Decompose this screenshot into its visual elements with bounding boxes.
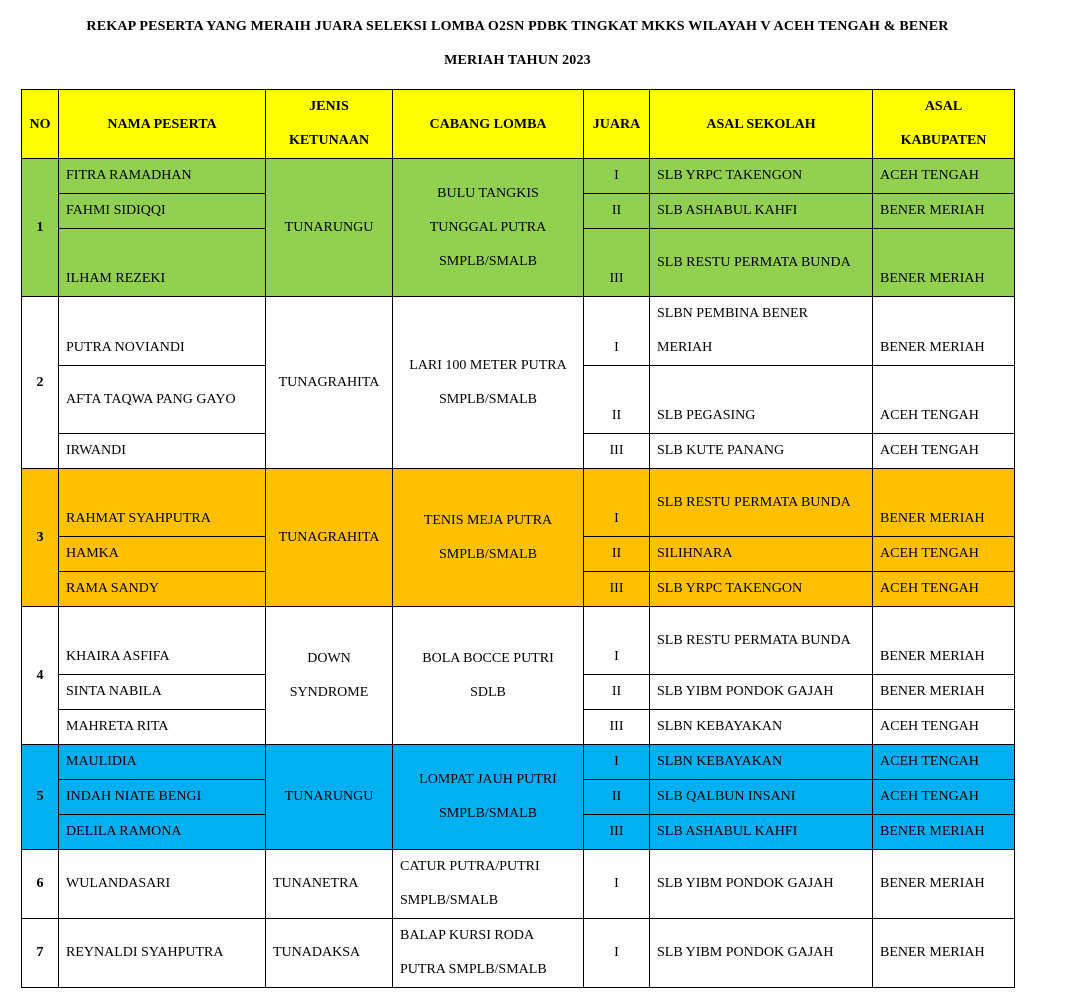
cabang-line: BALAP KURSI RODA (400, 928, 535, 943)
table-row (22, 469, 1015, 503)
document-title-line-1: REKAP PESERTA YANG MERAIH JUARA SELEKSI LOMBA O2SN PDBK TINGKAT MKKS WILAYAH V ACEH TENGAH & BENER (86, 19, 949, 34)
cabang-lomba (393, 159, 584, 297)
asal-sekolah: SLB KUTE PANANG (650, 434, 873, 469)
cabang-lomba (393, 745, 584, 850)
cabang-lomba (393, 850, 584, 919)
cabang-line: SMPLB/SMALB (400, 893, 499, 908)
asal-sekolah: SLB ASHABUL KAHFI (650, 815, 873, 850)
juara: I (584, 919, 650, 988)
asal-kabupaten: ACEH TENGAH (873, 537, 1015, 572)
row-number: 4 (22, 607, 59, 745)
row-number: 5 (22, 745, 59, 850)
nama-peserta: PUTRA NOVIANDI (59, 297, 266, 366)
nama-peserta: HAMKA (59, 537, 266, 572)
cabang-lomba (393, 297, 584, 469)
jenis-line: SYNDROME (289, 684, 369, 700)
group-7 (22, 919, 1015, 988)
juara: III (584, 815, 650, 850)
asal-kabupaten: BENER MERIAH (873, 194, 1015, 229)
cabang-lomba (393, 607, 584, 745)
cabang-line: SMPLB/SMALB (438, 546, 538, 562)
juara: I (584, 469, 650, 537)
asal-kabupaten: ACEH TENGAH (873, 710, 1015, 745)
header-kab-line1: ASAL (924, 99, 963, 114)
nama-peserta: DELILA RAMONA (59, 815, 266, 850)
asal-sekolah: SLBN KEBAYAKAN (650, 745, 873, 780)
group-4 (22, 607, 1015, 745)
cabang-line: SMPLB/SMALB (438, 391, 538, 407)
asal-kabupaten: BENER MERIAH (873, 675, 1015, 710)
row-number: 1 (22, 159, 59, 297)
nama-peserta: FITRA RAMADHAN (59, 159, 266, 194)
cabang-line: BULU TANGKIS (437, 185, 539, 201)
nama-peserta: IRWANDI (59, 434, 266, 469)
nama-peserta: KHAIRA ASFIFA (59, 607, 266, 675)
asal-kabupaten: BENER MERIAH (873, 919, 1015, 988)
cabang-line: SMPLB/SMALB (438, 806, 538, 821)
header-juara: JUARA (584, 90, 650, 159)
table-row (22, 607, 1015, 641)
jenis-line: DOWN (307, 650, 351, 666)
juara: III (584, 572, 650, 607)
asal-sekolah: SLB YRPC TAKENGON (650, 572, 873, 607)
header-nama-peserta: NAMA PESERTA (59, 90, 266, 159)
nama-peserta: WULANDASARI (59, 850, 266, 919)
row-number: 6 (22, 850, 59, 919)
nama-peserta: RAHMAT SYAHPUTRA (59, 469, 266, 537)
asal-sekolah: SLB YIBM PONDOK GAJAH (650, 850, 873, 919)
asal-kabupaten: BENER MERIAH (873, 815, 1015, 850)
juara: II (584, 675, 650, 710)
asal-sekolah: SLB YIBM PONDOK GAJAH (650, 919, 873, 988)
table-row (22, 159, 1015, 194)
group-2 (22, 297, 1015, 469)
header-row (22, 90, 1015, 159)
juara: II (584, 366, 650, 434)
nama-peserta: SINTA NABILA (59, 675, 266, 710)
cabang-line: LARI 100 METER PUTRA (409, 357, 567, 373)
row-number: 3 (22, 469, 59, 607)
nama-peserta: FAHMI SIDIQQI (59, 194, 266, 229)
juara: I (584, 745, 650, 780)
asal-kabupaten: ACEH TENGAH (873, 434, 1015, 469)
cabang-line: TENIS MEJA PUTRA (423, 512, 553, 528)
asal-sekolah: SLB RESTU PERMATA BUNDA (650, 229, 873, 297)
asal-kabupaten: BENER MERIAH (873, 469, 1015, 537)
jenis-ketunaan: TUNANETRA (266, 850, 393, 919)
asal-sekolah: SLB PEGASING (650, 366, 873, 434)
asal-kabupaten: ACEH TENGAH (873, 745, 1015, 780)
row-number: 7 (22, 919, 59, 988)
asal-sekolah: SLBN PEMBINA BENER MERIAH (650, 297, 873, 366)
group-3 (22, 469, 1015, 607)
juara: III (584, 434, 650, 469)
juara: II (584, 194, 650, 229)
table-row (22, 745, 1015, 780)
jenis-ketunaan: TUNAGRAHITA (266, 469, 393, 607)
asal-kabupaten: BENER MERIAH (873, 850, 1015, 919)
header-no: NO (22, 90, 59, 159)
nama-peserta: RAMA SANDY (59, 572, 266, 607)
nama-peserta: ILHAM REZEKI (59, 229, 266, 297)
asal-kabupaten: ACEH TENGAH (873, 780, 1015, 815)
asal-kabupaten: BENER MERIAH (873, 297, 1015, 366)
group-6 (22, 850, 1015, 919)
asal-kabupaten: ACEH TENGAH (873, 572, 1015, 607)
jenis-ketunaan: TUNARUNGU (266, 745, 393, 850)
jenis-ketunaan: TUNAGRAHITA (266, 297, 393, 469)
nama-peserta: MAHRETA RITA (59, 710, 266, 745)
cabang-line: SMPLB/SMALB (438, 253, 538, 269)
cabang-lomba (393, 919, 584, 988)
table-row (22, 297, 1015, 332)
asal-kabupaten: BENER MERIAH (873, 607, 1015, 675)
row-number: 2 (22, 297, 59, 469)
juara: III (584, 229, 650, 297)
nama-peserta: AFTA TAQWA PANG GAYO (59, 366, 266, 434)
juara: I (584, 159, 650, 194)
table-row (22, 919, 1015, 954)
asal-sekolah: SLB ASHABUL KAHFI (650, 194, 873, 229)
juara: I (584, 297, 650, 366)
header-asal-sekolah: ASAL SEKOLAH (650, 90, 873, 159)
jenis-ketunaan: TUNADAKSA (266, 919, 393, 988)
header-cabang-lomba: CABANG LOMBA (393, 90, 584, 159)
asal-sekolah: SLB QALBUN INSANI (650, 780, 873, 815)
nama-peserta: REYNALDI SYAHPUTRA (59, 919, 266, 988)
header-jenis-ketunaan (266, 90, 393, 159)
group-1 (22, 159, 1015, 297)
group-5 (22, 745, 1015, 850)
header-asal-kabupaten (873, 90, 1015, 159)
juara: II (584, 780, 650, 815)
cabang-line: PUTRA SMPLB/SMALB (400, 962, 547, 977)
asal-sekolah: SLB RESTU PERMATA BUNDA (650, 607, 873, 675)
asal-sekolah: SLBN KEBAYAKAN (650, 710, 873, 745)
header-jenis-line2: KETUNAAN (288, 133, 370, 148)
cabang-line: BOLA BOCCE PUTRI (422, 650, 554, 666)
cabang-line: TUNGGAL PUTRA (429, 219, 547, 235)
jenis-ketunaan (266, 607, 393, 745)
table-row (22, 850, 1015, 885)
asal-sekolah: SLB YIBM PONDOK GAJAH (650, 675, 873, 710)
asal-kabupaten: ACEH TENGAH (873, 366, 1015, 434)
document-title-line-2: MERIAH TAHUN 2023 (444, 53, 591, 68)
juara: II (584, 537, 650, 572)
winners-table (21, 89, 1015, 988)
asal-kabupaten: BENER MERIAH (873, 229, 1015, 297)
asal-kabupaten: ACEH TENGAH (873, 159, 1015, 194)
juara: I (584, 850, 650, 919)
asal-sekolah: SILIHNARA (650, 537, 873, 572)
nama-peserta: MAULIDIA (59, 745, 266, 780)
cabang-line: LOMPAT JAUH PUTRI (419, 772, 557, 787)
cabang-line: CATUR PUTRA/PUTRI (400, 859, 540, 874)
cabang-lomba (393, 469, 584, 607)
header-kab-line2: KABUPATEN (900, 133, 987, 148)
nama-peserta: INDAH NIATE BENGI (59, 780, 266, 815)
juara: I (584, 607, 650, 675)
cabang-line: SDLB (470, 684, 506, 700)
jenis-ketunaan: TUNARUNGU (266, 159, 393, 297)
header-jenis-line1: JENIS (309, 99, 349, 114)
asal-sekolah: SLB RESTU PERMATA BUNDA (650, 469, 873, 537)
juara: III (584, 710, 650, 745)
asal-sekolah: SLB YRPC TAKENGON (650, 159, 873, 194)
